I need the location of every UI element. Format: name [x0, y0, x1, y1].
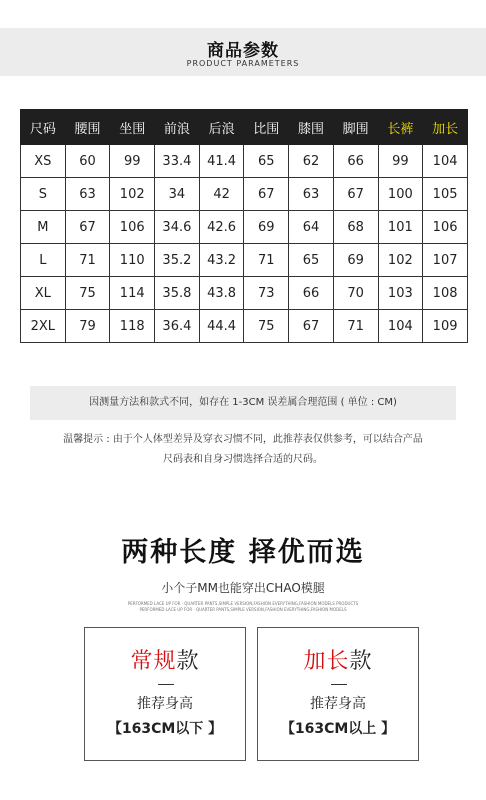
table-cell: 36.4 — [155, 310, 200, 343]
regular-card-title — [85, 644, 245, 675]
sizing-tip-line-2: 尺码表和自身习惯选择合适的尺码。 — [163, 454, 323, 465]
regular-card-title-red: 常规 — [130, 649, 177, 674]
table-cell: 107 — [423, 244, 468, 277]
table-row — [21, 145, 468, 178]
table-cell: 102 — [378, 244, 423, 277]
table-cell: 114 — [110, 277, 155, 310]
table-cell: 67 — [65, 211, 110, 244]
long-card-title-suffix: 款 — [349, 649, 373, 674]
table-cell: 41.4 — [199, 145, 244, 178]
regular-card-label: 推荐身高 — [137, 696, 193, 712]
table-cell: 35.8 — [155, 277, 200, 310]
measurement-note: 因测量方法和款式不同，如存在 1-3CM 误差属合理范围 ( 单位 : CM) — [30, 386, 456, 420]
header-cell-waist: 腰围 — [65, 110, 110, 145]
table-cell: 106 — [423, 211, 468, 244]
table-cell: 67 — [333, 178, 378, 211]
table-cell: 69 — [333, 244, 378, 277]
table-cell: 34 — [155, 178, 200, 211]
table-cell: 110 — [110, 244, 155, 277]
table-cell: 73 — [244, 277, 289, 310]
header-cell-front-rise: 前浪 — [155, 110, 200, 145]
table-cell: 75 — [244, 310, 289, 343]
table-cell: 79 — [65, 310, 110, 343]
table-cell: 67 — [244, 178, 289, 211]
fine-print-line-2: PERFORMED LACE UP FOR · QUARTER PANTS,SIMPLE VERSION,FASHION EVERYTHING,FASHION MODELS — [139, 607, 347, 612]
table-cell: 106 — [110, 211, 155, 244]
table-cell: 104 — [378, 310, 423, 343]
table-cell: 66 — [289, 277, 334, 310]
regular-card-divider — [158, 684, 174, 685]
table-cell: 109 — [423, 310, 468, 343]
sizing-tip-line-1: 温馨提示 : 由于个人体型差异及穿衣习惯不同，此推荐表仅供参考，可以结合产品 — [63, 434, 423, 445]
table-cell: 63 — [289, 178, 334, 211]
long-card-title-red: 加长 — [303, 649, 350, 674]
table-row — [21, 178, 468, 211]
sizing-tip — [40, 430, 446, 470]
table-row — [21, 277, 468, 310]
table-cell: 65 — [244, 145, 289, 178]
table-cell: 2XL — [21, 310, 66, 343]
table-cell: 67 — [289, 310, 334, 343]
header-cell-hip: 坐围 — [110, 110, 155, 145]
table-cell: 42.6 — [199, 211, 244, 244]
table-cell: L — [21, 244, 66, 277]
long-card-label: 推荐身高 — [310, 696, 366, 712]
table-cell: 63 — [65, 178, 110, 211]
long-card-height: 【163CM以上 】 — [280, 721, 396, 737]
table-cell: 62 — [289, 145, 334, 178]
table-cell: 33.4 — [155, 145, 200, 178]
long-length-card — [257, 627, 419, 761]
header-cell-hem: 脚围 — [333, 110, 378, 145]
header-cell-thigh: 比围 — [244, 110, 289, 145]
page-title: 商品参数 — [207, 41, 279, 61]
table-row — [21, 211, 468, 244]
regular-card-title-suffix: 款 — [176, 649, 200, 674]
table-cell: 42 — [199, 178, 244, 211]
regular-length-card — [84, 627, 246, 761]
header-cell-back-rise: 后浪 — [199, 110, 244, 145]
table-cell: 65 — [289, 244, 334, 277]
header-cell-knee: 膝围 — [289, 110, 334, 145]
table-cell: M — [21, 211, 66, 244]
table-cell: 104 — [423, 145, 468, 178]
table-cell: 60 — [65, 145, 110, 178]
table-cell: 70 — [333, 277, 378, 310]
table-cell: 71 — [65, 244, 110, 277]
table-cell: XL — [21, 277, 66, 310]
table-cell: 44.4 — [199, 310, 244, 343]
table-cell: 71 — [333, 310, 378, 343]
table-cell: S — [21, 178, 66, 211]
table-cell: 71 — [244, 244, 289, 277]
table-cell: 99 — [110, 145, 155, 178]
table-cell: 35.2 — [155, 244, 200, 277]
table-header-row — [21, 110, 468, 145]
table-cell: 101 — [378, 211, 423, 244]
long-card-divider — [331, 684, 347, 685]
table-cell: 102 — [110, 178, 155, 211]
long-card-title — [258, 644, 418, 675]
table-cell: 118 — [110, 310, 155, 343]
size-table — [20, 109, 468, 343]
lengths-subtitle: 小个子MM也能穿出CHAO模腿 — [161, 581, 325, 595]
page-subtitle: PRODUCT PARAMETERS — [186, 59, 300, 68]
table-cell: 103 — [378, 277, 423, 310]
table-cell: 100 — [378, 178, 423, 211]
fine-print-line-1: PERFORMED LACE UP FOR · QUARTER PANTS,SIMPLE VERSION,FASHION EVERYTHING,FASHION MODELS PRODUCTS — [127, 601, 359, 606]
table-cell: 69 — [244, 211, 289, 244]
table-row — [21, 310, 468, 343]
table-cell: 66 — [333, 145, 378, 178]
table-row — [21, 244, 468, 277]
header-cell-long-length: 加长 — [423, 110, 468, 145]
table-cell: 64 — [289, 211, 334, 244]
table-cell: 43.8 — [199, 277, 244, 310]
header-cell-length: 长裤 — [378, 110, 423, 145]
table-cell: 108 — [423, 277, 468, 310]
lengths-title: 两种长度 择优而选 — [121, 537, 365, 568]
table-cell: 105 — [423, 178, 468, 211]
table-cell: 34.6 — [155, 211, 200, 244]
table-cell: 68 — [333, 211, 378, 244]
table-cell: 99 — [378, 145, 423, 178]
table-cell: 75 — [65, 277, 110, 310]
header-cell-size: 尺码 — [21, 110, 66, 145]
regular-card-height: 【163CM以下 】 — [107, 721, 223, 737]
table-cell: XS — [21, 145, 66, 178]
table-cell: 43.2 — [199, 244, 244, 277]
